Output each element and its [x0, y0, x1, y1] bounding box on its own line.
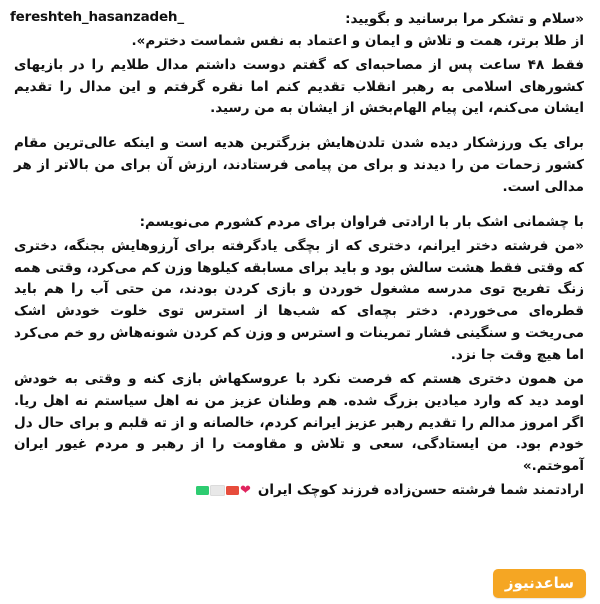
paragraph-4: با چشمانی اشک بار با ارادتی فراوان برای مردم کشورم می‌نویسم: — [139, 213, 584, 230]
post-body — [0, 31, 600, 478]
footer-bar — [0, 558, 600, 604]
flag-red-stripe — [226, 486, 239, 495]
paragraph-1: از طلا برتر، همت و تلاش و ایمان و اعتماد به نفس شماست دخترم». — [131, 32, 584, 49]
signature-line — [0, 478, 600, 502]
post-header — [0, 0, 600, 31]
paragraph-6: من همون دختری هستم که فرصت نکرد با عروسکهاش بازی کنه و وقتی به خودش اومد دید که وارد میادین بزرگ شده. هم وطنان عزیز من نه اهل سیاستم نه اهل ریا. اگر امروز مدالم را تقدیم رهبر عزیز ایرانم کردم، خالصانه و از ته قلبم و برای حال دل خودم بود. من ایستادگی، سعی و تلاش و مقاومت را از رهبر و مردم غیور ایران آموختم.» — [14, 370, 584, 475]
flag-emoji-group — [196, 484, 251, 497]
flag-green-stripe — [196, 486, 209, 495]
signature-text: ارادتمند شما فرشته حسن‌زاده فرزند کوچک ایران — [257, 482, 584, 499]
heart-icon: ❤ — [240, 483, 251, 499]
opening-quote: «سلام و تشکر مرا برسانید و بگویید: — [345, 11, 584, 27]
account-handle[interactable]: fereshteh_hasanzadeh_ — [10, 9, 184, 25]
paragraph-3: برای یک ورزشکار دیده شدن تلدن‌هایش بزرگترین هدیه است و اینکه عالی‌ترین مقام کشور زحمات من را دیدند و برای من پیامی فرستادند، ارزش آن برای من بالاتر از هر مدالی است. — [14, 135, 584, 196]
flag-white-stripe — [210, 485, 225, 496]
site-logo-badge[interactable]: ساعدنیوز — [493, 569, 586, 598]
paragraph-5: «من فرشته دختر ایرانم، دختری که از بچگی یادگرفته برای آرزوهایش بجنگه، دختری که وقتی فقط هشت سالش بود و باید برای مسابقه کیلوها وزن کم می‌کرد، وقتی همه زنگ تفریح توی مدرسه مشغول خوردن و بازی کردن بودند، من حتی آب را هم باید قطره‌ای می‌خوردم. دختر بچه‌ای که شب‌ها از استرس توی خلوت خودش اشک می‌ریخت و سنگینی فشار تمرینات و استرس و وزن کم کردن شونه‌هاش رو خم می‌کرد اما هیچ وقت جا نزد. — [14, 237, 584, 364]
paragraph-2: فقط ۴۸ ساعت پس از مصاحبه‌ای که گفتم دوست داشتم مدال طلایم را در بازیهای کشورهای اسلامی به رهبر انقلاب تقدیم کنم اما نقره گرفتم و این مدال را تقدیم ایشان می‌کنم، این پیام الهام‌بخش از ایشان به من رسید. — [14, 56, 584, 117]
